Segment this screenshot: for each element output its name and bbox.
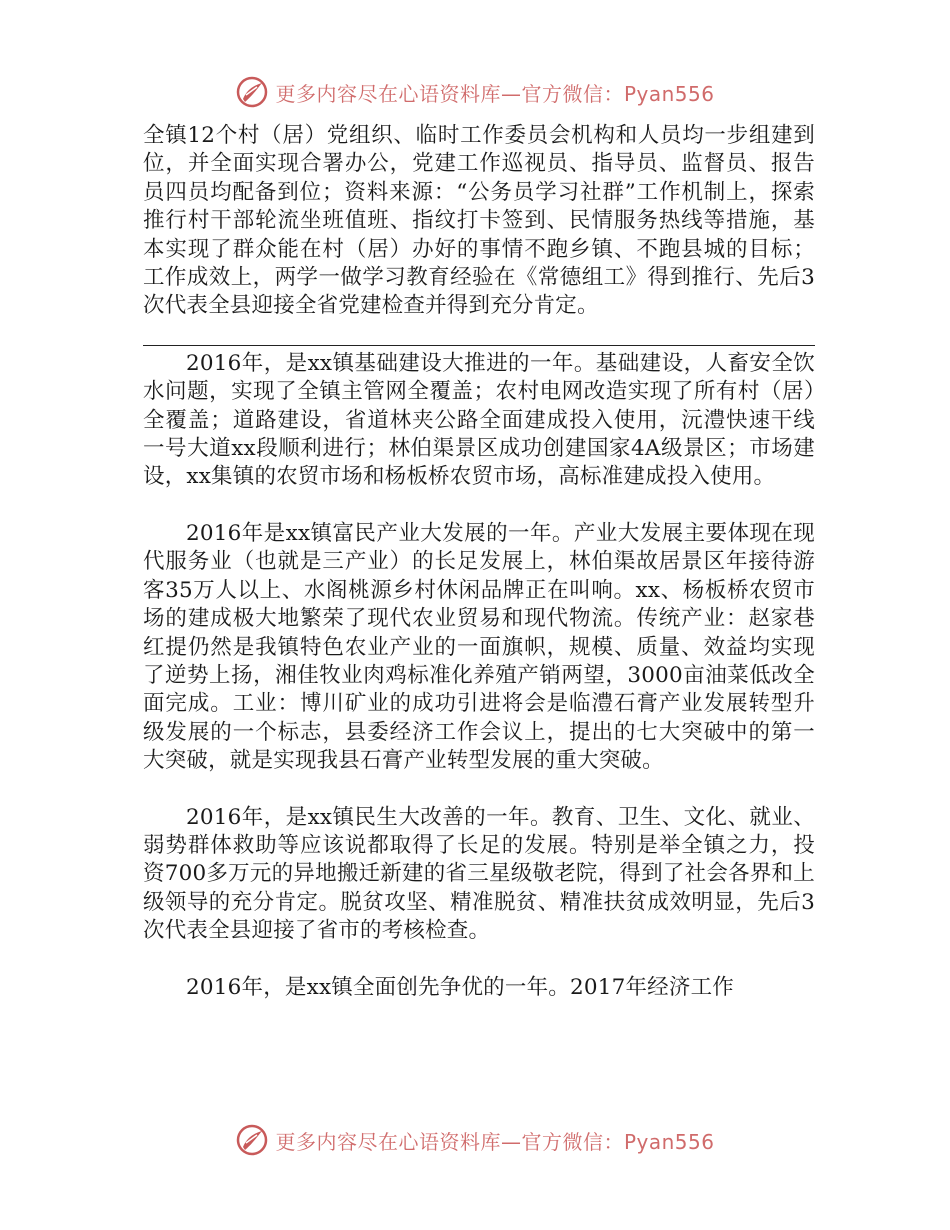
logo-icon [235, 1123, 269, 1157]
document-body [143, 122, 815, 1002]
paragraph-party-building: 全镇12个村（居）党组织、临时工作委员会机构和人员均一步组建到位，并全面实现合署办公，党建工作巡视员、指导员、监督员、报告员四员均配备到位；资料来源：“公务员学习社群”工作机制上，探索推行村干部轮流坐班值班、指纹打卡签到、民情服务热线等措施，基本实现了群众能在村（居）办好的事情不跑乡镇、不跑县城的目标；工作成效上，两学一做学习教育经验在《常德组工》得到推行、先后3次代表全县迎接全省党建检查并得到充分肯定。 [143, 123, 815, 319]
logo-icon [235, 75, 269, 109]
header-banner-text: 更多内容尽在心语资料库—官方微信：Pyan556 [275, 81, 715, 106]
paragraph-industry: 2016年是xx镇富民产业大发展的一年。产业大发展主要体现在现代服务业（也就是三产业）的长足发展上，林伯渠故居景区年接待游客35万人以上、水阁桃源乡村休闲品牌正在叫响。xx、杨板桥农贸市场的建成极大地繁荣了现代农业贸易和现代物流。传统产业：赵家巷红提仍然是我镇特色农业产业的一面旗帜，规模、质量、效益均实现了逆势上扬，湘佳牧业肉鸡标准化养殖产销两望，3000亩油菜低改全面完成。工业：博川矿业的成功引进将会是临澧石膏产业发展转型升级发展的一个标志，县委经济工作会议上，提出的七大突破中的第一大突破，就是实现我县石膏产业转型发展的重大突破。 [143, 520, 815, 774]
footer-banner-text: 更多内容尽在心语资料库—官方微信：Pyan556 [275, 1129, 715, 1154]
footer-banner [0, 1120, 950, 1160]
section-divider [143, 345, 815, 346]
paragraph-excellence: 2016年，是xx镇全面创先争优的一年。2017年经济工作 [186, 974, 734, 1000]
header-banner [0, 72, 950, 112]
paragraph-livelihood: 2016年，是xx镇民生大改善的一年。教育、卫生、文化、就业、弱势群体救助等应该说都取得了长足的发展。特别是举全镇之力，投资700多万元的异地搬迁新建的省三星级敬老院，得到了社会各界和上级领导的充分肯定。脱贫攻坚、精准脱贫、精准扶贫成效明显，先后3次代表全县迎接了省市的考核检查。 [143, 804, 815, 944]
paragraph-infrastructure: 2016年，是xx镇基础建设大推进的一年。基础建设，人畜安全饮水问题，实现了全镇主管网全覆盖；农村电网改造实现了所有村（居）全覆盖；道路建设，省道林夹公路全面建成投入使用，沅澧快速干线一号大道xx段顺利进行；林伯渠景区成功创建国家4A级景区；市场建设，xx集镇的农贸市场和杨板桥农贸市场，高标准建成投入使用。 [143, 350, 815, 490]
